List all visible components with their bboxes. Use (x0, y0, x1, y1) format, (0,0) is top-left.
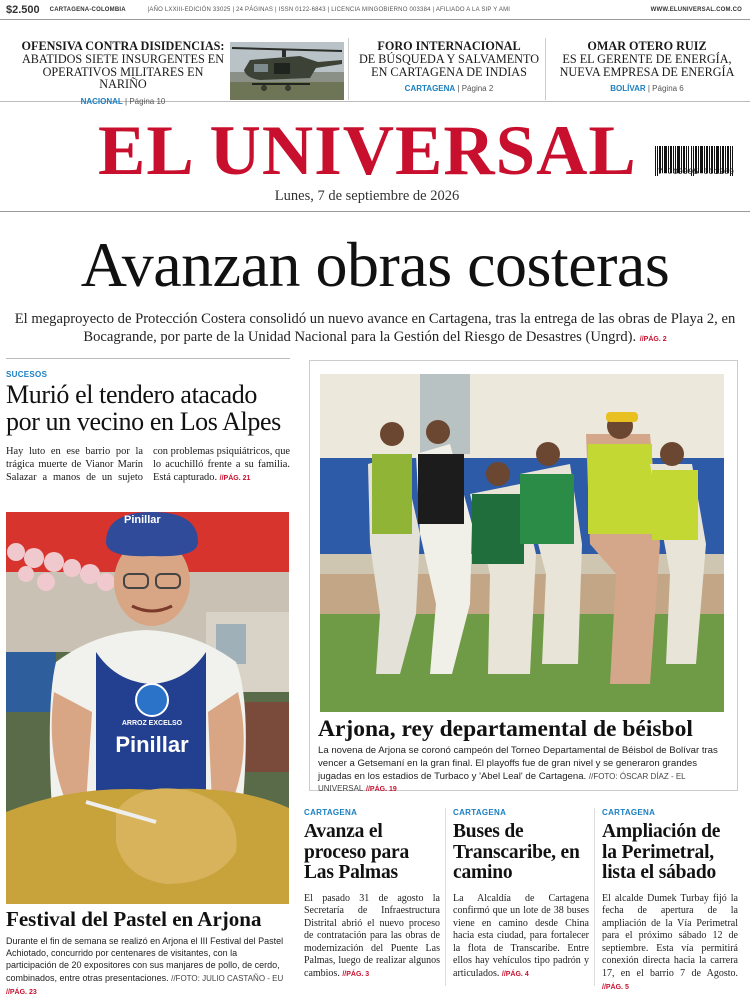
story-body: La Alcaldía de Cartagena confirmó que un lote de 38 buses viene en camino desde China hacia esta ciudad, para fortalecer la flota de Transcaribe. Entre ellos hay vehículos tipo padrón y articulados. //PÁG. 4 (453, 892, 589, 980)
column-divider (6, 358, 290, 359)
teaser-section: NACIONAL | Página 10 (80, 96, 166, 106)
story-body: El alcalde Dumek Turbay fijó la fecha de apertura de la ampliación de la Vía Perimetral para el próximo sábado 12 de septiembre. Esta vía permitirá conexión directa hacia la carrera 17, en el barrio 7 de Agosto. //PÁG. 5 (602, 892, 738, 991)
teaser-divider (545, 38, 546, 100)
page-ref[interactable]: //PÁG. 21 (219, 474, 251, 482)
edition-meta: |AÑO LXXIII-EDICIÓN 33025 | 24 PÁGINAS | ISSN 0122-6843 | LICENCIA MINGOBIERNO 003384 | AFILIADO A LA SIP Y AMI (147, 6, 511, 13)
section-kicker: CARTAGENA (453, 808, 507, 817)
top-info-bar (0, 0, 750, 20)
pastel-photo (6, 512, 289, 904)
crime-headline[interactable]: Murió el tendero atacado por un vecino en Los Alpes (6, 380, 281, 436)
page-ref[interactable]: //PÁG. 19 (366, 786, 397, 794)
page-ref[interactable]: //PÁG. 4 (501, 971, 529, 979)
pastel-headline[interactable]: Festival del Pastel en Arjona (6, 907, 262, 931)
teaser-subtitle: ABATIDOS SIETE INSURGENTES EN OPERATIVOS MILITARES EN NARIÑO (21, 52, 225, 91)
story-headline[interactable]: Avanza el proceso para Las Palmas (304, 821, 410, 883)
masthead-divider (0, 211, 750, 212)
section-kicker: SUCESOS (6, 370, 48, 379)
section-kicker: CARTAGENA (602, 808, 656, 817)
story-body: El pasado 31 de agosto la Secretaría de Infraestructura Distrital abrió el nuevo proceso de contratación para las obras de modernización del Puente Las Palmas, luego de realizar algunos cambios. //PÁG. 3 (304, 892, 440, 980)
teaser-subtitle: ES EL GERENTE DE ENERGÍA, NUEVA EMPRESA DE ENERGÍA (559, 52, 735, 79)
main-headline[interactable]: Avanzan obras costeras (80, 229, 670, 300)
column-divider (445, 808, 446, 986)
edition-date: Lunes, 7 de septiembre de 2026 (274, 188, 460, 204)
teaser-3[interactable] (552, 40, 742, 104)
teaser-1[interactable] (18, 40, 228, 104)
pastel-body: Durante el fin de semana se realizó en Arjona el III Festival del Pastel Achiotado, concurrido por centenares de visitantes, con la participación de 20 expositores con sus manjares de pollo, de cerdo, combinados, entre otras presentaciones. //FOTO: JULIO CASTAÑO - EU //PÁG. 23 (6, 936, 284, 996)
page-ref[interactable]: //PÁG. 3 (342, 971, 370, 979)
teaser-2[interactable] (356, 40, 542, 104)
story-headline[interactable]: Ampliación de la Perimetral, lista el sábado (602, 821, 721, 883)
teaser-section: CARTAGENA | Página 2 (404, 84, 494, 93)
page-ref[interactable]: //PÁG. 5 (602, 983, 629, 991)
helicopter-photo (230, 42, 344, 100)
edition-city: CARTAGENA-COLOMBIA (49, 6, 126, 13)
photo-credit: //FOTO: ÓSCAR DÍAZ - EL UNIVERSAL (318, 771, 686, 794)
masthead-logo[interactable]: EL UNIVERSAL (98, 112, 637, 190)
teaser-title: FORO INTERNACIONAL (377, 39, 521, 53)
apron-logo: Pinillar (115, 732, 189, 757)
barcode-number: 7 709995 001209 (657, 168, 735, 177)
main-lead: El megaproyecto de Protección Costera consolidó un nuevo avance en Cartagena, tras la entrega de las obras de Playa 2, en Bocagrande, por parte de la Unidad Nacional para la Gestión del Riesgo de Desastres (Ungrd). //PÁG. 2 (14, 311, 736, 345)
teaser-title: OMAR OTERO RUIZ (587, 39, 707, 53)
baseball-headline[interactable]: Arjona, rey departamental de béisbol (318, 716, 693, 742)
price: $2.500 (6, 3, 40, 16)
story-las-palmas[interactable] (304, 808, 440, 982)
crime-body: Hay luto en ese barrio por la trágica muerte de Vianor Marín Salazar a manos de un sujeto con problemas psiquiátricos, que lo acuchilló frente a su familia. Está capturado. //PÁG. 21 (6, 446, 290, 483)
apron-logo-small: ARROZ EXCELSO (121, 720, 183, 727)
teaser-title: OFENSIVA CONTRA DISIDENCIAS: (21, 39, 225, 53)
cap-logo: Pinillar (124, 514, 161, 526)
story-headline[interactable]: Buses de Transcaribe, en camino (453, 821, 580, 883)
column-divider (594, 808, 595, 986)
page-ref[interactable]: //PÁG. 2 (639, 336, 667, 343)
baseball-photo (320, 374, 724, 712)
story-perimetral[interactable] (602, 808, 738, 994)
section-kicker: CARTAGENA (304, 808, 358, 817)
story-transcaribe[interactable] (453, 808, 589, 982)
page-ref[interactable]: //PÁG. 23 (6, 988, 37, 996)
website-link[interactable]: WWW.ELUNIVERSAL.COM.CO (650, 6, 742, 13)
teaser-divider (348, 38, 349, 100)
teaser-section: BOLÍVAR | Página 6 (610, 84, 684, 93)
baseball-body: La novena de Arjona se coronó campeón del Torneo Departamental de Béisbol de Bolívar tras vencer a Getsemaní en la gran final. El playoffs fue de gran nivel y se generaron grandes jugadas en los estadios de Turbaco y 'Abel Leal' de Cartagena. //FOTO: ÓSCAR DÍAZ - EL UNIVERSAL //PÁG. 19 (318, 745, 718, 794)
teaser-subtitle: DE BÚSQUEDA Y SALVAMENTO EN CARTAGENA DE INDIAS (358, 52, 539, 79)
photo-credit: //FOTO: JULIO CASTAÑO - EU (171, 973, 284, 983)
